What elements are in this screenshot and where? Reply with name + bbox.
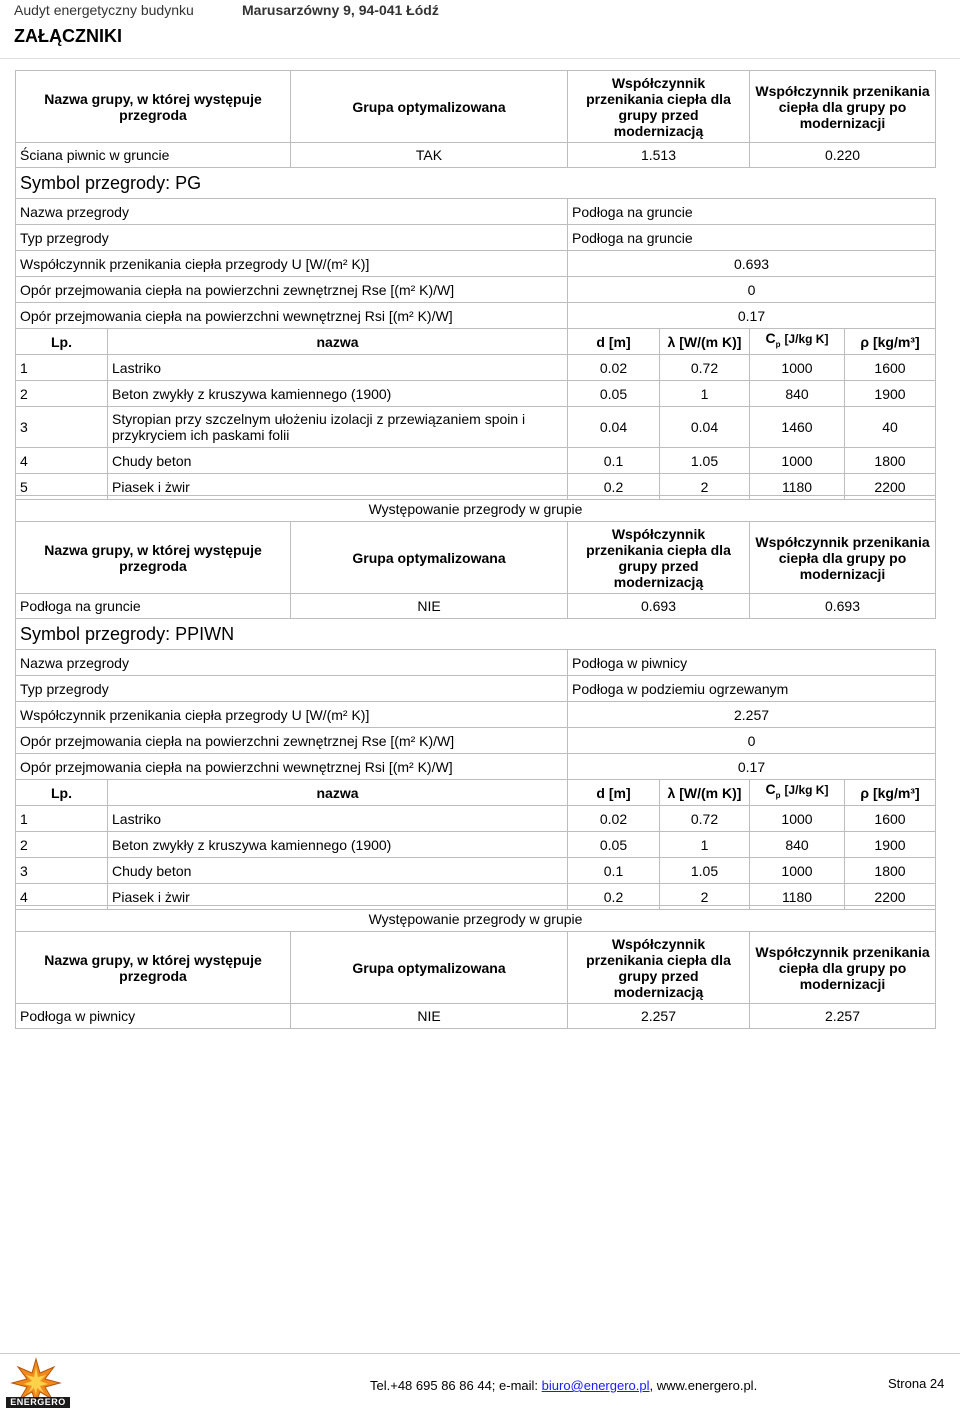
document-type: Audyt energetyczny budynku: [14, 2, 194, 18]
layer-lp: 1: [16, 355, 108, 381]
table-row: [16, 806, 936, 832]
layer-rho: 1800: [845, 858, 936, 884]
partition-symbol: Symbol przegrody: PPIWN: [16, 619, 936, 650]
layer-name: Beton zwykły z kruszywa kamiennego (1900): [108, 832, 568, 858]
rse-value: 0: [568, 277, 936, 303]
label-rsi: Opór przejmowania ciepła na powierzchni wewnętrznej Rsi [(m² K)/W]: [16, 754, 568, 780]
layer-cp: 840: [750, 381, 845, 407]
label-rse: Opór przejmowania ciepła na powierzchni zewnętrznej Rse [(m² K)/W]: [16, 277, 568, 303]
header-u-after: Współczynnik przenikania ciepła dla grupy po modernizacji: [750, 71, 936, 143]
footer-contact: [370, 1378, 757, 1393]
layer-lambda: 0.04: [660, 407, 750, 448]
layer-rho: 1600: [845, 355, 936, 381]
cp-unit: [J/kg K]: [784, 332, 829, 347]
layer-d: 0.1: [568, 448, 660, 474]
layer-rho: 2200: [845, 474, 936, 500]
partition-type: Podłoga na gruncie: [568, 225, 936, 251]
layer-d: 0.1: [568, 858, 660, 884]
page-number: Strona 24: [888, 1376, 945, 1391]
cp-unit: [J/kg K]: [784, 783, 829, 798]
contact-website: , www.energero.pl.: [649, 1378, 758, 1393]
partition-symbol: Symbol przegrody: PG: [16, 168, 936, 199]
layer-rho: 1900: [845, 832, 936, 858]
header-group-name: Nazwa grupy, w której występuje przegroda: [16, 932, 291, 1004]
layer-header-name: nazwa: [108, 780, 568, 806]
layer-header-name: nazwa: [108, 329, 568, 355]
partition-name: Podłoga w piwnicy: [568, 650, 936, 676]
layer-cp: 1000: [750, 858, 845, 884]
header-group-optimized: Grupa optymalizowana: [291, 932, 568, 1004]
group-row-optimized: TAK: [291, 143, 568, 168]
layer-name: Styropian przy szczelnym ułożeniu izolacji z przewiązaniem spoin i przykryciem ich paskami folii: [108, 407, 568, 448]
group-row-u-after: 2.257: [750, 1004, 936, 1029]
u-value: 2.257: [568, 702, 936, 728]
label-partition-name: Nazwa przegrody: [16, 650, 568, 676]
header-group-optimized: Grupa optymalizowana: [291, 71, 568, 143]
group-row-name: Ściana piwnic w gruncie: [16, 143, 291, 168]
layer-lambda: 1: [660, 381, 750, 407]
layer-lp: 2: [16, 381, 108, 407]
layer-cp: 1180: [750, 884, 845, 910]
label-rsi: Opór przejmowania ciepła na powierzchni wewnętrznej Rsi [(m² K)/W]: [16, 303, 568, 329]
footer-divider: [0, 1353, 960, 1354]
partition-section-pg: [15, 167, 936, 500]
label-rse: Opór przejmowania ciepła na powierzchni zewnętrznej Rse [(m² K)/W]: [16, 728, 568, 754]
layer-lp: 4: [16, 884, 108, 910]
header-u-before: Współczynnik przenikania ciepła dla grupy przed modernizacją: [568, 522, 750, 594]
layer-name: Beton zwykły z kruszywa kamiennego (1900): [108, 381, 568, 407]
rsi-value: 0.17: [568, 754, 936, 780]
layer-name: Piasek i żwir: [108, 474, 568, 500]
label-u-value: Współczynnik przenikania ciepła przegrody U [W/(m² K)]: [16, 251, 568, 277]
label-partition-name: Nazwa przegrody: [16, 199, 568, 225]
email-link[interactable]: biuro@energero.pl: [541, 1378, 650, 1393]
layer-header-rho: ρ [kg/m³]: [845, 780, 936, 806]
label-u-value: Współczynnik przenikania ciepła przegrody U [W/(m² K)]: [16, 702, 568, 728]
layer-header-rho: ρ [kg/m³]: [845, 329, 936, 355]
layer-cp: 1180: [750, 474, 845, 500]
layer-lambda: 1: [660, 832, 750, 858]
layer-lambda: 2: [660, 474, 750, 500]
layer-header-lambda: λ [W/(m K)]: [660, 780, 750, 806]
header-divider: [0, 58, 960, 59]
layer-rho: 40: [845, 407, 936, 448]
partition-type: Podłoga w podziemiu ogrzewanym: [568, 676, 936, 702]
layer-lp: 2: [16, 832, 108, 858]
table-row: [16, 381, 936, 407]
occurrence-heading: Występowanie przegrody w grupie: [16, 496, 936, 522]
group-row-u-after: 0.220: [750, 143, 936, 168]
group-row-u-after: 0.693: [750, 594, 936, 619]
layer-header-lp: Lp.: [16, 780, 108, 806]
table-row: [16, 832, 936, 858]
layer-cp: 1000: [750, 448, 845, 474]
label-partition-type: Typ przegrody: [16, 676, 568, 702]
rsi-value: 0.17: [568, 303, 936, 329]
cp-symbol: C: [765, 330, 776, 347]
layer-name: Chudy beton: [108, 448, 568, 474]
layer-rho: 1600: [845, 806, 936, 832]
partition-name: Podłoga na gruncie: [568, 199, 936, 225]
layer-rho: 1900: [845, 381, 936, 407]
layer-rho: 1800: [845, 448, 936, 474]
header-u-before: Współczynnik przenikania ciepła dla grupy przed modernizacją: [568, 932, 750, 1004]
group-row-u-before: 1.513: [568, 143, 750, 168]
group-table-pg: [15, 495, 936, 619]
layer-header-d: d [m]: [568, 780, 660, 806]
table-row: [16, 858, 936, 884]
header-group-name: Nazwa grupy, w której występuje przegroda: [16, 71, 291, 143]
layer-name: Lastriko: [108, 355, 568, 381]
section-title: ZAŁĄCZNIKI: [14, 26, 122, 46]
layer-lp: 3: [16, 858, 108, 884]
layer-d: 0.2: [568, 474, 660, 500]
group-row-name: Podłoga w piwnicy: [16, 1004, 291, 1029]
layer-lambda: 0.72: [660, 355, 750, 381]
layer-header-lambda: λ [W/(m K)]: [660, 329, 750, 355]
table-row: [16, 448, 936, 474]
layer-lambda: 0.72: [660, 806, 750, 832]
header-u-before: Współczynnik przenikania ciepła dla grupy przed modernizacją: [568, 71, 750, 143]
layer-cp: 1460: [750, 407, 845, 448]
contact-phone: Tel.+48 695 86 86 44; e-mail:: [370, 1378, 542, 1393]
group-row-name: Podłoga na gruncie: [16, 594, 291, 619]
layer-name: Piasek i żwir: [108, 884, 568, 910]
group-row-optimized: NIE: [291, 594, 568, 619]
layer-header-cp: [750, 329, 845, 355]
cp-symbol: C: [765, 781, 776, 798]
layer-lp: 1: [16, 806, 108, 832]
label-partition-type: Typ przegrody: [16, 225, 568, 251]
layer-header-lp: Lp.: [16, 329, 108, 355]
group-table-top: [15, 70, 936, 168]
header-u-after: Współczynnik przenikania ciepła dla grupy po modernizacji: [750, 932, 936, 1004]
layer-name: Lastriko: [108, 806, 568, 832]
layer-d: 0.05: [568, 832, 660, 858]
layer-cp: 1000: [750, 355, 845, 381]
cp-subscript: p: [775, 339, 781, 349]
occurrence-heading: Występowanie przegrody w grupie: [16, 906, 936, 932]
layer-d: 0.04: [568, 407, 660, 448]
header-group-optimized: Grupa optymalizowana: [291, 522, 568, 594]
layer-lambda: 2: [660, 884, 750, 910]
table-row: [16, 355, 936, 381]
u-value: 0.693: [568, 251, 936, 277]
group-table-ppiwn: [15, 905, 936, 1029]
layer-rho: 2200: [845, 884, 936, 910]
table-row: [16, 407, 936, 448]
layer-d: 0.05: [568, 381, 660, 407]
layer-lp: 4: [16, 448, 108, 474]
header-u-after: Współczynnik przenikania ciepła dla grupy po modernizacji: [750, 522, 936, 594]
group-row-u-before: 2.257: [568, 1004, 750, 1029]
group-row-optimized: NIE: [291, 1004, 568, 1029]
rse-value: 0: [568, 728, 936, 754]
layer-name: Chudy beton: [108, 858, 568, 884]
layer-d: 0.02: [568, 806, 660, 832]
layer-lp: 3: [16, 407, 108, 448]
building-address: Marusarzówny 9, 94-041 Łódź: [242, 2, 439, 18]
layer-cp: 840: [750, 832, 845, 858]
partition-section-ppiwn: [15, 618, 936, 910]
energero-logo: [2, 1357, 70, 1409]
layer-header-d: d [m]: [568, 329, 660, 355]
group-row-u-before: 0.693: [568, 594, 750, 619]
layer-lp: 5: [16, 474, 108, 500]
layer-header-cp: [750, 780, 845, 806]
logo-wordmark: ENERGERO: [6, 1397, 70, 1408]
cp-subscript: p: [775, 790, 781, 800]
layer-d: 0.02: [568, 355, 660, 381]
layer-lambda: 1.05: [660, 448, 750, 474]
layer-d: 0.2: [568, 884, 660, 910]
layer-cp: 1000: [750, 806, 845, 832]
layer-lambda: 1.05: [660, 858, 750, 884]
header-group-name: Nazwa grupy, w której występuje przegroda: [16, 522, 291, 594]
